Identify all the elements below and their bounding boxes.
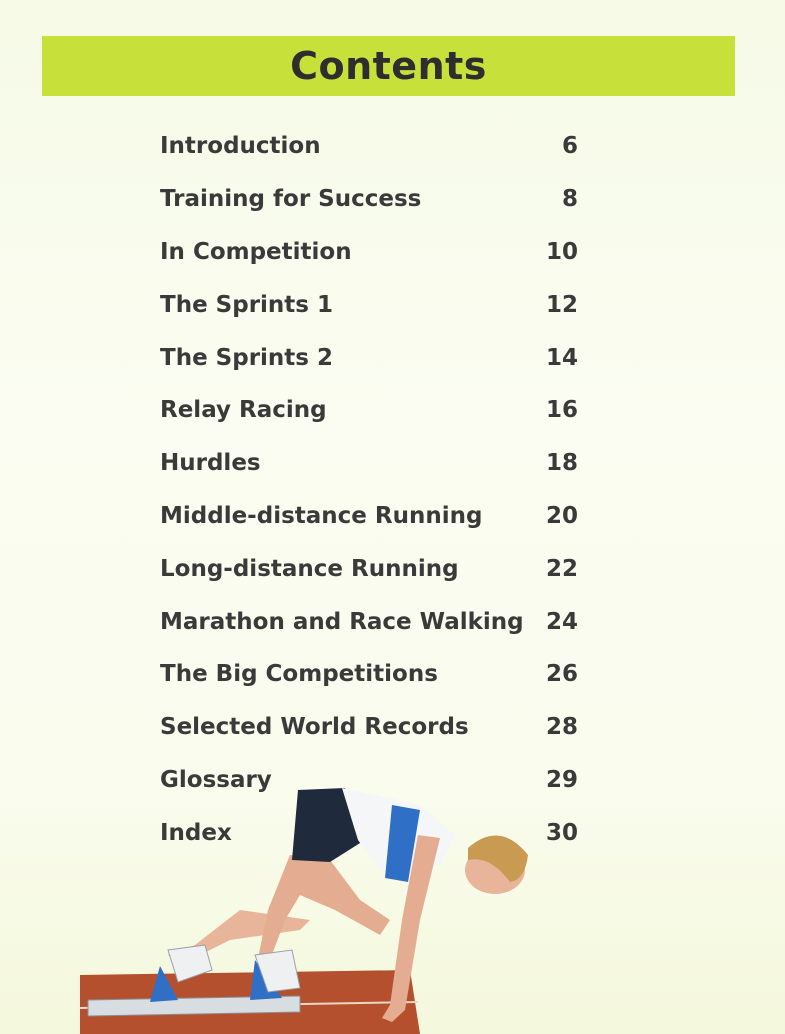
toc-entry-page: 28 [545,714,578,741]
toc-entry-page: 29 [545,766,578,793]
front-leg [258,855,390,960]
toc-entry[interactable] [160,648,580,701]
toc-entry-page: 14 [545,344,578,371]
toc-entry[interactable] [160,490,580,543]
sprinter-photo [0,760,785,1034]
toc-entry-title: Glossary [160,766,272,793]
toc-entry-title: Introduction [160,133,321,160]
toc-entry-page: 16 [545,397,578,424]
toc-entry[interactable] [160,595,580,648]
toc-entry-page: 12 [545,291,578,318]
toc-entry-page: 18 [545,450,578,477]
toc-entry-title: Training for Success [160,186,422,213]
toc-entry-title: Selected World Records [160,714,469,741]
toc-entry-title: The Sprints 1 [160,291,333,318]
toc-entry-page: 24 [545,608,578,635]
toc-entry[interactable] [160,437,580,490]
toc-entry[interactable] [160,384,580,437]
toc-entry[interactable] [160,542,580,595]
toc-entry-page: 6 [561,133,578,160]
toc-entry-title: Index [160,819,232,846]
toc-entry-title: Middle-distance Running [160,502,483,529]
toc-entry-page: 10 [545,238,578,265]
toc-entry-title: The Sprints 2 [160,344,333,371]
toc-entry-title: Long-distance Running [160,555,459,582]
toc-entry-page: 26 [545,661,578,688]
page-title: Contents [290,44,487,88]
toc-entry-title: Relay Racing [160,397,327,424]
toc-entry[interactable] [160,278,580,331]
contents-banner [42,36,735,96]
toc-entry[interactable] [160,173,580,226]
table-of-contents [160,120,580,859]
toc-entry-page: 20 [545,502,578,529]
toc-entry[interactable] [160,331,580,384]
toc-entry[interactable] [160,226,580,279]
toc-entry-page: 8 [561,186,578,213]
toc-entry[interactable] [160,120,580,173]
toc-entry[interactable] [160,701,580,754]
toc-entry-page: 22 [545,555,578,582]
starting-block-rail [88,996,300,1016]
toc-entry-title: Hurdles [160,450,261,477]
toc-entry-title: In Competition [160,238,352,265]
toc-entry-title: Marathon and Race Walking [160,608,524,635]
toc-entry-title: The Big Competitions [160,661,438,688]
toc-entry-page: 30 [545,819,578,846]
